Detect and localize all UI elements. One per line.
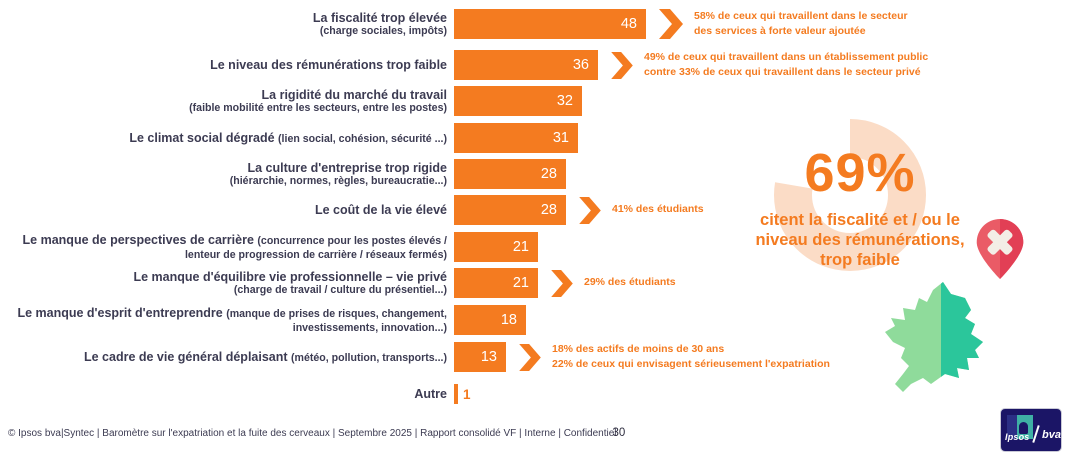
bar-value: 48: [620, 16, 637, 32]
callout: [551, 270, 676, 297]
bar-label-main: Le niveau des rémunérations trop faible: [210, 57, 447, 72]
bar-label-main: La fiscalité trop élevée: [312, 10, 447, 25]
bar-label-main: La culture d'entreprise trop rigide: [247, 160, 447, 175]
callout-line: 29% des étudiants: [584, 276, 676, 289]
callout: [519, 342, 830, 372]
bar-value: 36: [572, 57, 589, 73]
callout-line: 41% des étudiants: [612, 203, 704, 216]
callout-line: 49% de ceux qui travaillent dans un établissement public: [644, 50, 929, 63]
chevron-right-icon: [611, 52, 633, 79]
bar-label-main: Le manque d'équilibre vie professionnelle – vie privé: [133, 269, 447, 284]
bar-label-sub: (faible mobilité entre les secteurs, entre les postes): [189, 102, 447, 115]
bar: [454, 159, 566, 189]
callout-line: 18% des actifs de moins de 30 ans: [552, 342, 725, 355]
bar-row: [0, 341, 830, 373]
logo-slash: [1032, 425, 1039, 443]
callout-text: [612, 202, 704, 217]
bar-label: [0, 350, 447, 364]
bar-label-main: Le manque d'esprit d'entreprendre: [17, 305, 223, 320]
bar-label-main: Le coût de la vie élevé: [314, 202, 447, 217]
bar: [454, 232, 538, 262]
bar-label-sub: (hiérarchie, normes, règles, bureaucratie...): [229, 175, 447, 188]
bar-value: 13: [480, 349, 497, 365]
bar-label-sub: (concurrence pour les postes élevés / lenteur de progression de carrière / réseaux fermés): [184, 234, 447, 261]
bar-value: 32: [556, 93, 573, 109]
bar: [454, 342, 506, 372]
bar-label: [0, 88, 447, 114]
bar-row: [0, 8, 908, 40]
key-stat: [750, 143, 970, 270]
bar-row: [0, 267, 676, 299]
bar-row: [0, 49, 928, 81]
callout-line: 22% de ceux qui envisagent sérieusement l'expatriation: [552, 358, 830, 370]
bar-row: [0, 122, 578, 154]
chevron-right-icon: [551, 270, 573, 297]
bar-label-sub: (manque de prises de risques, changement, investissements, innovation...): [226, 307, 447, 334]
bar-label: [0, 270, 447, 296]
callout: [659, 9, 908, 39]
bar-label: [0, 161, 447, 187]
callout-text: [552, 342, 830, 372]
callout-line: contre 33% de ceux qui travaillent dans le secteur privé: [644, 66, 921, 78]
bar: [454, 195, 566, 225]
footer: [8, 427, 625, 439]
bar-label: [0, 131, 447, 145]
bar-label: [0, 11, 447, 37]
bar-value: 21: [512, 275, 529, 291]
bar-label: [0, 203, 447, 217]
bar-value: 1: [463, 386, 471, 402]
bar-label: [0, 233, 447, 262]
callout: [611, 50, 928, 80]
bar: [454, 9, 646, 39]
bar: [454, 268, 538, 298]
bar-label-main: Autre: [414, 386, 447, 401]
bar-label-main: Le manque de perspectives de carrière: [22, 232, 254, 247]
callout-text: [644, 50, 928, 80]
bar-value: 31: [552, 130, 569, 146]
bar-row: [0, 383, 471, 405]
bar-label: [0, 58, 447, 72]
bar: [454, 50, 598, 80]
key-stat-caption: citent la fiscalité et / ou le niveau des rémunérations, trop faible: [755, 211, 965, 270]
callout-line: des services à forte valeur ajoutée: [694, 25, 866, 37]
bar: [454, 305, 526, 335]
bar: [454, 86, 582, 116]
bar-label-main: Le cadre de vie général déplaisant: [83, 349, 288, 364]
footer-text: © Ipsos bva|Syntec | Baromètre sur l'expatriation et la fuite des cerveaux | Septembre 2025 | Rapport consolidé VF | Interne | Confidentiel: [8, 428, 617, 439]
bar-label-sub: (charge sociales, impôts): [319, 25, 447, 38]
bar-label-sub: (lien social, cohésion, sécurité ...): [278, 132, 447, 145]
bar-label-sub: (météo, pollution, transports...): [291, 351, 447, 364]
bar: [454, 384, 458, 404]
bar-label: [0, 306, 447, 335]
key-stat-value: 69%: [804, 143, 916, 203]
chevron-right-icon: [579, 197, 601, 224]
bar-label: [0, 387, 447, 401]
callout: [579, 197, 704, 224]
bar-row: [0, 85, 582, 117]
callout-line: 58% de ceux qui travaillent dans le secteur: [694, 9, 908, 22]
logo-text-ipsos: Ipsos: [1005, 432, 1030, 442]
bar-label-main: Le climat social dégradé: [129, 130, 275, 145]
france-map: [883, 280, 997, 393]
logo-text-bva: bva: [1042, 429, 1061, 441]
map-pin-x-icon: [970, 217, 1030, 281]
bar-label-main: La rigidité du marché du travail: [261, 87, 447, 102]
bar: [454, 123, 578, 153]
bar-row: [0, 231, 538, 263]
bar-label-sub: (charge de travail / culture du présentiel...): [233, 284, 447, 297]
callout-text: [584, 275, 676, 290]
bar-value: 21: [512, 239, 529, 255]
bar-value: 28: [540, 202, 557, 218]
bar-row: [0, 158, 566, 190]
bar-row: [0, 304, 526, 336]
chevron-right-icon: [659, 9, 683, 39]
callout-text: [694, 9, 908, 39]
bar-value: 18: [500, 312, 517, 328]
chevron-right-icon: [519, 344, 541, 371]
page-number: 30: [612, 427, 626, 439]
ipsos-bva-logo: [1000, 408, 1062, 452]
bar-row: [0, 194, 704, 226]
bar-value: 28: [540, 166, 557, 182]
